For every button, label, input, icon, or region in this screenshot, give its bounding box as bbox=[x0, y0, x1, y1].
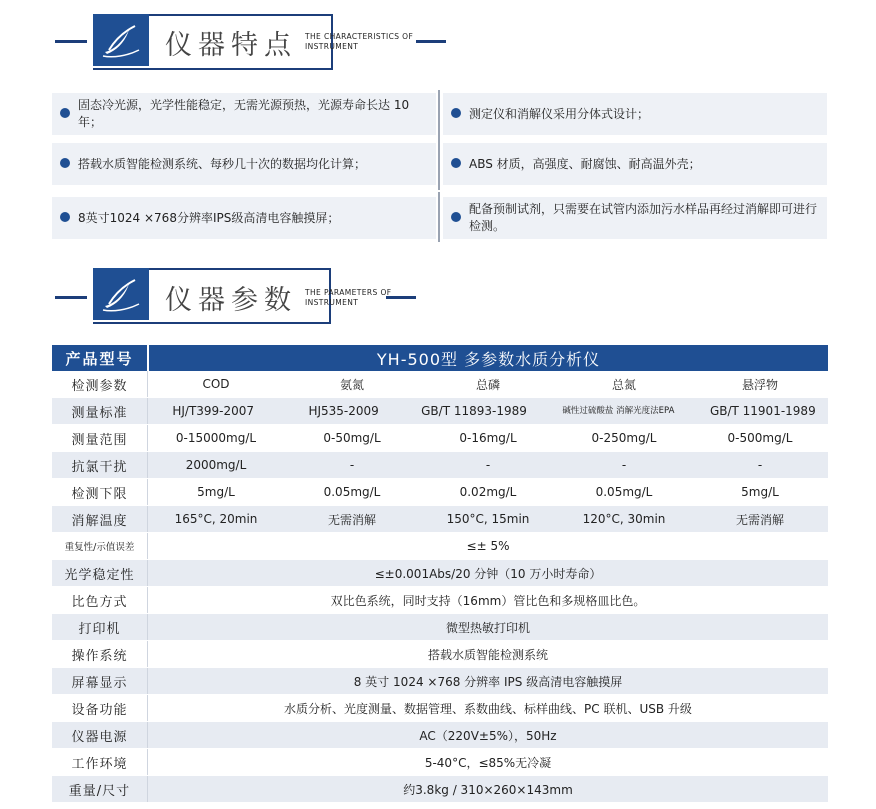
row-label: 测量范围 bbox=[52, 425, 148, 451]
row-label: 抗氯干扰 bbox=[52, 452, 148, 478]
table-cell: - bbox=[485, 458, 491, 472]
table-cell: 总磷 bbox=[475, 377, 500, 392]
table-header bbox=[52, 345, 828, 371]
column-divider bbox=[438, 140, 440, 190]
table-cell: 0.02mg/L bbox=[459, 485, 517, 499]
table-cell: COD bbox=[202, 377, 230, 391]
row-label: 重复性/示值误差 bbox=[52, 533, 148, 559]
table-row bbox=[52, 614, 828, 641]
section-header-characteristics bbox=[0, 14, 876, 74]
header-rule-left bbox=[55, 40, 87, 43]
table-cell: HJ535-2009 bbox=[308, 404, 379, 418]
bullet-icon bbox=[60, 108, 70, 118]
row-label: 操作系统 bbox=[52, 641, 148, 667]
spec-table bbox=[52, 345, 828, 803]
bullet-icon bbox=[60, 212, 70, 222]
table-row bbox=[52, 425, 828, 452]
row-value: AC（220V±5%），50Hz bbox=[419, 728, 557, 743]
table-row bbox=[52, 479, 828, 506]
table-cell: 120°C, 30min bbox=[582, 512, 666, 526]
row-label: 检测下限 bbox=[52, 479, 148, 505]
row-value: 双比色系统，同时支持（16mm）管比色和多规格皿比色。 bbox=[330, 593, 646, 608]
row-value: 5-40°C，≤85%无冷凝 bbox=[424, 755, 552, 770]
row-value: 水质分析、光度测量、数据管理、系数曲线、标样曲线、PC 联机、USB 升级 bbox=[284, 701, 692, 716]
row-value: ≤±0.001Abs/20 分钟（10 万小时寿命） bbox=[374, 566, 602, 581]
table-cell: - bbox=[349, 458, 355, 472]
table-row bbox=[52, 641, 828, 668]
table-cell: 氨氮 bbox=[339, 377, 364, 392]
table-row bbox=[52, 533, 828, 560]
subtitle-line-1: THE PARAMETERS OF bbox=[305, 288, 392, 297]
row-label: 重量/尺寸 bbox=[52, 776, 148, 802]
quill-pen-icon bbox=[93, 14, 149, 66]
column-divider bbox=[438, 192, 440, 242]
table-cell: 碱性过硫酸盐 消解光度法EPA bbox=[562, 406, 675, 416]
row-label: 设备功能 bbox=[52, 695, 148, 721]
feature-text: 搭载水质智能检测系统、每秒几十次的数据均化计算； bbox=[78, 156, 367, 171]
row-label: 消解温度 bbox=[52, 506, 148, 532]
subtitle-line-2: INSTRUMENT bbox=[305, 298, 359, 307]
table-cell: 0-16mg/L bbox=[459, 431, 517, 445]
feature-text: 配备预制试剂，只需要在试管内添加污水样品再经过消解即可进行检测。 bbox=[469, 202, 818, 233]
table-cell: 2000mg/L bbox=[185, 458, 247, 472]
row-cells bbox=[148, 425, 828, 451]
section-title: 仪器特点 bbox=[165, 30, 297, 61]
table-cell: 0.05mg/L bbox=[323, 485, 381, 499]
table-cell: 0-15000mg/L bbox=[175, 431, 257, 445]
table-cell: 总氮 bbox=[611, 377, 636, 392]
row-cells bbox=[148, 506, 828, 532]
table-row bbox=[52, 749, 828, 776]
table-row bbox=[52, 452, 828, 479]
table-row bbox=[52, 776, 828, 803]
table-row bbox=[52, 398, 828, 425]
feature-item bbox=[52, 197, 436, 239]
row-value: 搭载水质智能检测系统 bbox=[427, 647, 548, 662]
table-cell: HJ/T399-2007 bbox=[172, 404, 255, 418]
row-label: 比色方式 bbox=[52, 587, 148, 613]
section-subtitle bbox=[305, 288, 391, 308]
bullet-icon bbox=[60, 158, 70, 168]
feature-item bbox=[52, 143, 436, 185]
header-value: YH-500型 多参数水质分析仪 bbox=[376, 349, 601, 369]
column-divider bbox=[438, 90, 440, 140]
row-value: 8 英寸 1024 ×768 分辨率 IPS 级高清电容触摸屏 bbox=[353, 674, 623, 689]
row-label: 检测参数 bbox=[52, 371, 148, 397]
feature-item bbox=[443, 197, 827, 239]
feature-item bbox=[443, 93, 827, 135]
table-cell: 150°C, 15min bbox=[446, 512, 530, 526]
bullet-icon bbox=[451, 212, 461, 222]
row-label: 工作环境 bbox=[52, 749, 148, 775]
row-label: 光学稳定性 bbox=[52, 560, 148, 586]
row-value: 微型热敏打印机 bbox=[445, 620, 530, 635]
subtitle-line-1: THE CHARACTERISTICS OF bbox=[305, 32, 414, 41]
row-cells bbox=[148, 371, 828, 397]
section-subtitle bbox=[305, 32, 413, 52]
header-label: 产品型号 bbox=[52, 345, 149, 371]
row-label: 屏幕显示 bbox=[52, 668, 148, 694]
table-row bbox=[52, 587, 828, 614]
table-row bbox=[52, 695, 828, 722]
row-cells bbox=[148, 452, 828, 478]
table-cell: 0-500mg/L bbox=[727, 431, 793, 445]
feature-text: ABS 材质，高强度、耐腐蚀、耐高温外壳； bbox=[469, 156, 701, 171]
table-cell: 0.05mg/L bbox=[595, 485, 653, 499]
table-cell: 5mg/L bbox=[197, 485, 235, 499]
table-cell: 165°C, 20min bbox=[174, 512, 258, 526]
row-label: 打印机 bbox=[52, 614, 148, 640]
table-cell: GB/T 11901-1989 bbox=[709, 404, 816, 418]
row-cells bbox=[148, 479, 828, 505]
table-cell: 5mg/L bbox=[741, 485, 779, 499]
row-label: 仪器电源 bbox=[52, 722, 148, 748]
row-label: 测量标准 bbox=[52, 398, 148, 424]
header-rule-left bbox=[55, 296, 87, 299]
table-cell: 无需消解 bbox=[327, 512, 376, 527]
table-cell: GB/T 11893-1989 bbox=[421, 404, 527, 418]
row-cells bbox=[148, 398, 828, 424]
feature-text: 8英寸1024 ×768分辨率IPS级高清电容触摸屏； bbox=[78, 210, 340, 225]
table-cell: 悬浮物 bbox=[741, 377, 778, 392]
table-row bbox=[52, 506, 828, 533]
feature-text: 固态冷光源，光学性能稳定，无需光源预热，光源寿命长达 10 年； bbox=[78, 98, 410, 129]
table-row bbox=[52, 371, 828, 398]
header-rule-right bbox=[416, 40, 446, 43]
bullet-icon bbox=[451, 158, 461, 168]
row-value: 约3.8kg / 310×260×143mm bbox=[403, 782, 573, 797]
row-value: ≤± 5% bbox=[466, 539, 510, 553]
table-row bbox=[52, 668, 828, 695]
table-row bbox=[52, 722, 828, 749]
table-row bbox=[52, 560, 828, 587]
table-cell: - bbox=[757, 458, 763, 472]
feature-item bbox=[52, 93, 436, 135]
quill-pen-icon bbox=[93, 268, 149, 320]
bullet-icon bbox=[451, 108, 461, 118]
section-header-parameters bbox=[0, 268, 876, 328]
feature-text: 测定仪和消解仪采用分体式设计； bbox=[469, 106, 650, 121]
subtitle-line-2: INSTRUMENT bbox=[305, 42, 359, 51]
table-cell: - bbox=[621, 458, 627, 472]
table-cell: 0-50mg/L bbox=[323, 431, 381, 445]
feature-item bbox=[443, 143, 827, 185]
section-title: 仪器参数 bbox=[165, 285, 297, 316]
table-cell: 无需消解 bbox=[735, 512, 784, 527]
table-cell: 0-250mg/L bbox=[591, 431, 657, 445]
